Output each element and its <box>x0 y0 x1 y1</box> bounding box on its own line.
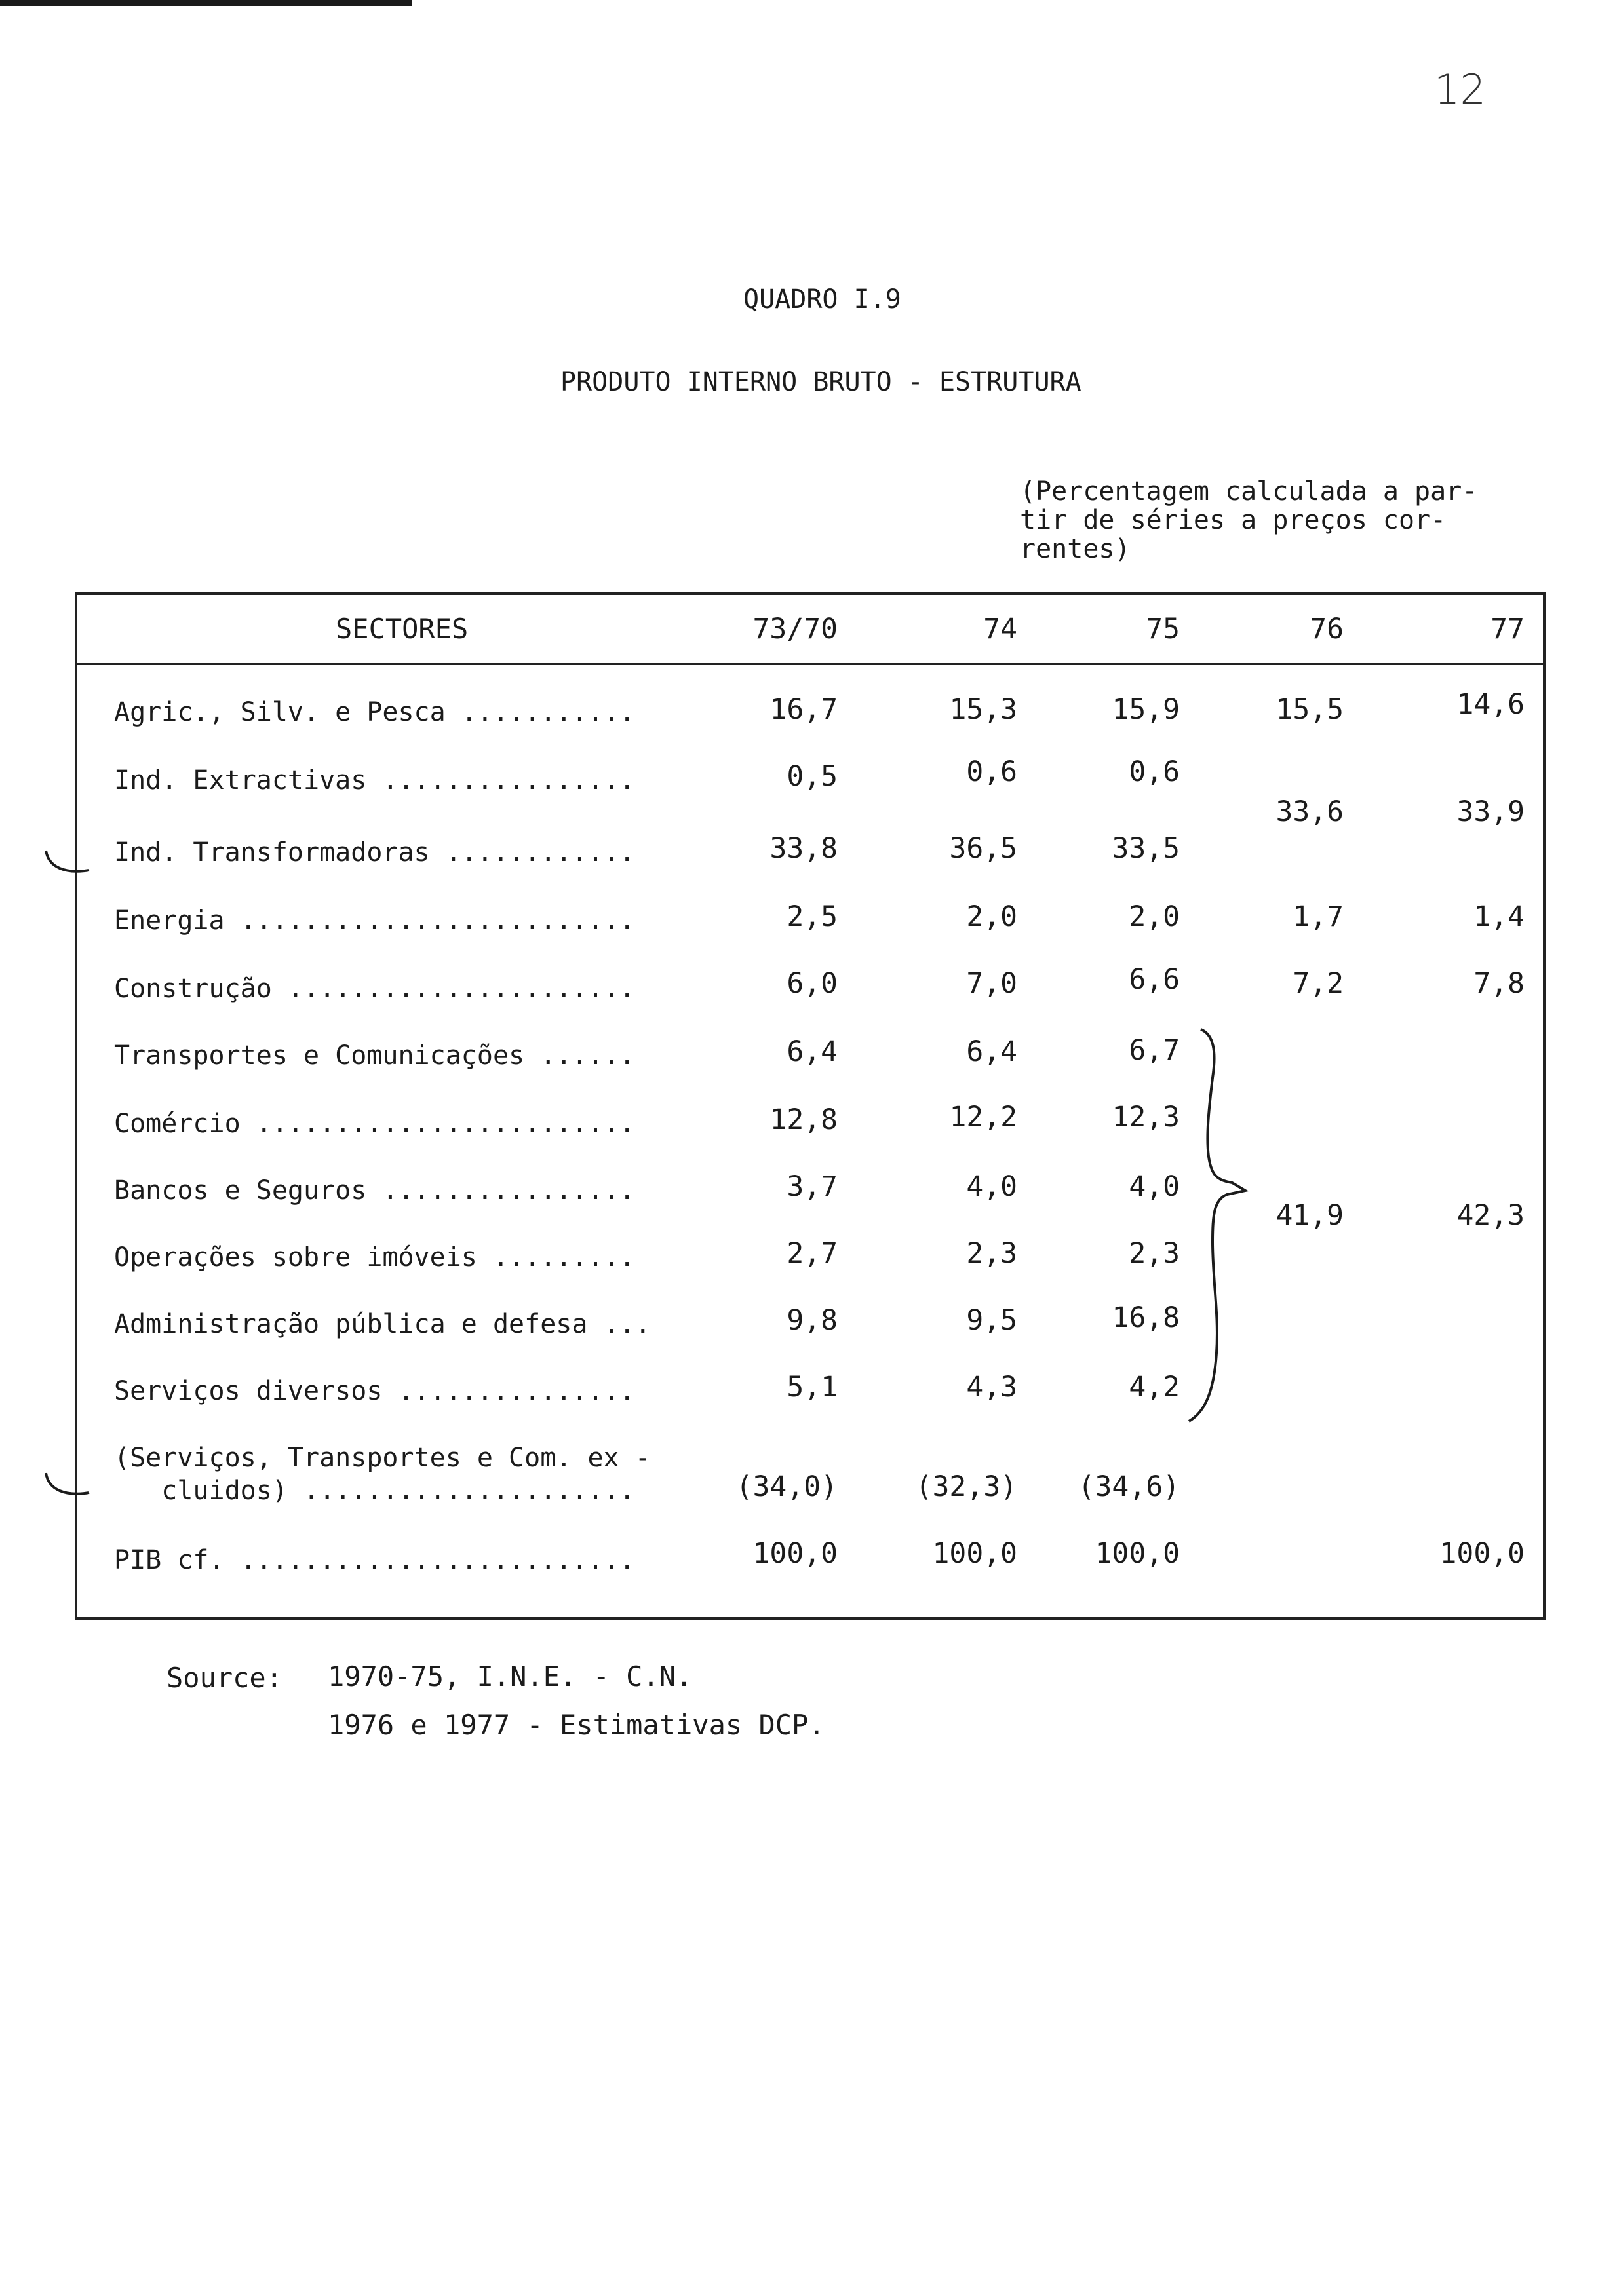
cell-excluidos-7370: (34,0) <box>735 1470 838 1503</box>
header-77: 77 <box>1490 613 1525 645</box>
cell-pib-75: 100,0 <box>1095 1537 1180 1570</box>
page-number: 12 <box>1434 66 1486 113</box>
cell-servicos-75: 4,2 <box>1129 1371 1180 1404</box>
source-line-2: 1976 e 1977 - Estimativas DCP. <box>328 1709 825 1741</box>
cell-bancos-75: 4,0 <box>1129 1170 1180 1203</box>
scan-edge-bar <box>0 0 412 6</box>
cell-operacoes-75: 2,3 <box>1129 1237 1180 1270</box>
table-title: QUADRO I.9 <box>743 284 901 315</box>
row-label-excluidos-line1: (Serviços, Transportes e Com. ex - <box>114 1443 651 1473</box>
cell-transportes-74: 6,4 <box>966 1035 1017 1068</box>
row-label-bancos: Bancos e Seguros ................ <box>114 1176 635 1206</box>
cell-extractivas-74: 0,6 <box>966 756 1017 788</box>
cell-construcao-74: 7,0 <box>966 967 1017 1000</box>
row-label-pib: PIB cf. ......................... <box>114 1545 635 1575</box>
cell-excluidos-74: (32,3) <box>915 1470 1017 1503</box>
row-label-ind-transformadoras: Ind. Transformadoras ............ <box>114 837 635 868</box>
cell-construcao-76: 7,2 <box>1293 967 1344 1000</box>
cell-construcao-7370: 6,0 <box>787 967 838 1000</box>
source-line-1: 1970-75, I.N.E. - C.N. <box>328 1660 693 1693</box>
cell-administracao-7370: 9,8 <box>787 1304 838 1337</box>
cell-agric-74: 15,3 <box>949 693 1017 726</box>
cell-transformadoras-75: 33,5 <box>1112 832 1180 865</box>
cell-administracao-75: 16,8 <box>1112 1301 1180 1334</box>
row-label-comercio: Comércio ........................ <box>114 1109 635 1139</box>
cell-services-77-merged: 42,3 <box>1456 1199 1525 1232</box>
cell-pib-77: 100,0 <box>1439 1537 1525 1570</box>
cell-industry-76-merged: 33,6 <box>1275 795 1344 828</box>
cell-energia-77: 1,4 <box>1473 900 1525 933</box>
cell-energia-75: 2,0 <box>1129 900 1180 933</box>
cell-pib-74: 100,0 <box>932 1537 1017 1570</box>
header-73-70: 73/70 <box>752 613 838 645</box>
header-divider <box>77 663 1543 665</box>
row-label-agric: Agric., Silv. e Pesca ........... <box>114 697 635 727</box>
cell-comercio-7370: 12,8 <box>769 1103 838 1136</box>
row-label-ind-extractivas: Ind. Extractivas ................ <box>114 765 635 795</box>
row-label-excluidos-line2: cluidos) ..................... <box>114 1476 635 1506</box>
cell-operacoes-74: 2,3 <box>966 1237 1017 1270</box>
cell-transportes-75: 6,7 <box>1129 1034 1180 1067</box>
cell-industry-77-merged: 33,9 <box>1456 795 1525 828</box>
cell-transformadoras-74: 36,5 <box>949 832 1017 865</box>
cell-agric-75: 15,9 <box>1112 693 1180 726</box>
cell-energia-76: 1,7 <box>1293 900 1344 933</box>
left-margin-mark-2 <box>39 1468 98 1507</box>
table-subtitle: PRODUTO INTERNO BRUTO - ESTRUTURA <box>560 367 1081 397</box>
cell-comercio-75: 12,3 <box>1112 1101 1180 1134</box>
left-margin-mark-1 <box>39 845 98 885</box>
cell-servicos-7370: 5,1 <box>787 1371 838 1404</box>
row-label-servicos-diversos: Serviços diversos ............... <box>114 1376 635 1406</box>
cell-excluidos-75: (34,6) <box>1078 1470 1180 1503</box>
cell-bancos-7370: 3,7 <box>787 1170 838 1203</box>
cell-comercio-74: 12,2 <box>949 1101 1017 1134</box>
cell-servicos-74: 4,3 <box>966 1371 1017 1404</box>
header-74: 74 <box>983 613 1017 645</box>
cell-transportes-7370: 6,4 <box>787 1035 838 1068</box>
cell-operacoes-7370: 2,7 <box>787 1237 838 1270</box>
cell-agric-7370: 16,7 <box>769 693 838 726</box>
cell-bancos-74: 4,0 <box>966 1170 1017 1203</box>
cell-services-76-merged: 41,9 <box>1275 1199 1344 1232</box>
cell-extractivas-7370: 0,5 <box>787 760 838 793</box>
percentage-note: (Percentagem calculada a par- tir de séries a preços cor- rentes) <box>1020 476 1478 564</box>
cell-transformadoras-7370: 33,8 <box>769 832 838 865</box>
cell-administracao-74: 9,5 <box>966 1304 1017 1337</box>
header-75: 75 <box>1146 613 1180 645</box>
row-label-energia: Energia ......................... <box>114 906 635 936</box>
row-label-administracao: Administração pública e defesa ... <box>114 1309 651 1339</box>
cell-energia-7370: 2,5 <box>787 900 838 933</box>
cell-agric-76: 15,5 <box>1275 693 1344 726</box>
header-76: 76 <box>1310 613 1344 645</box>
row-label-construcao: Construção ...................... <box>114 974 635 1004</box>
header-sectores: SECTORES <box>336 613 469 645</box>
source-label: Source: <box>166 1662 283 1694</box>
row-label-transportes: Transportes e Comunicações ...... <box>114 1041 635 1071</box>
cell-pib-7370: 100,0 <box>752 1537 838 1570</box>
row-label-operacoes: Operações sobre imóveis ......... <box>114 1242 635 1272</box>
cell-energia-74: 2,0 <box>966 900 1017 933</box>
services-brace <box>1180 1025 1258 1432</box>
cell-construcao-77: 7,8 <box>1473 967 1525 1000</box>
cell-extractivas-75: 0,6 <box>1129 756 1180 788</box>
cell-construcao-75: 6,6 <box>1129 963 1180 996</box>
cell-agric-77: 14,6 <box>1456 688 1525 721</box>
